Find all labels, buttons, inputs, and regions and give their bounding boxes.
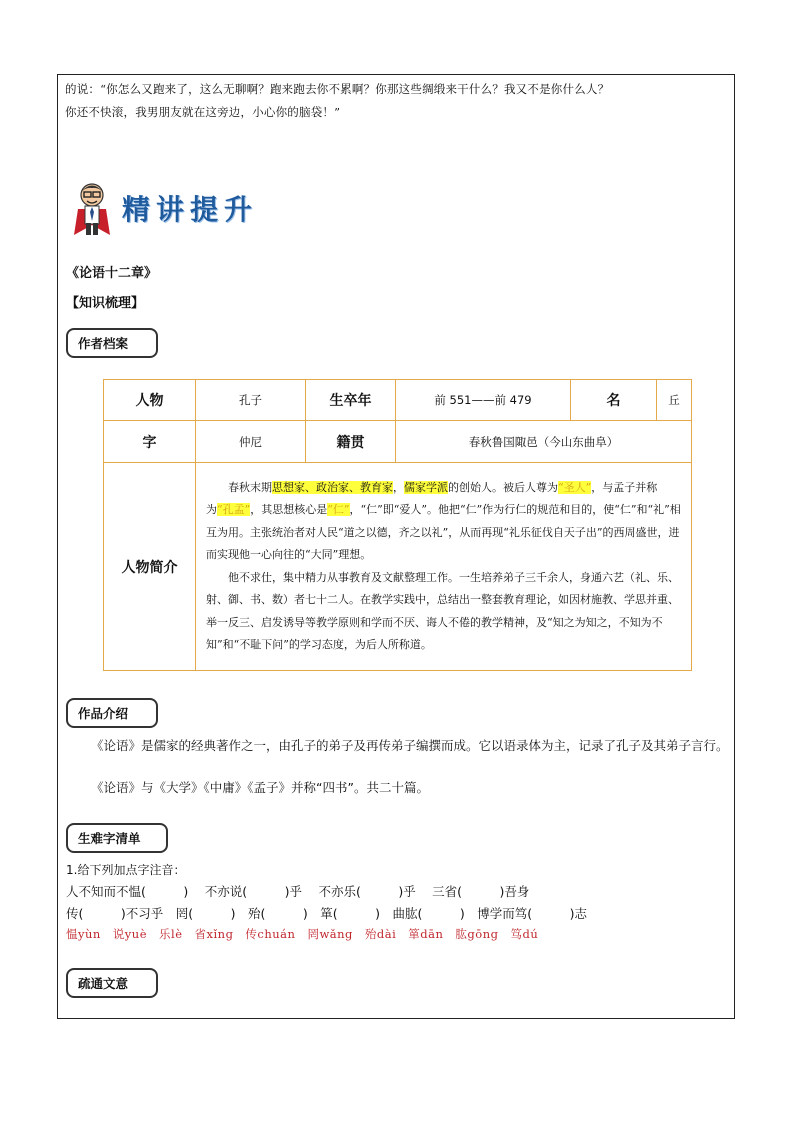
label-given-name: 名 — [571, 380, 657, 421]
label-lifespan: 生卒年 — [306, 380, 396, 421]
biography-paragraph-2: 他不求仕，集中精力从事教育及文献整理工作。一生培养弟子三千余人，身通六艺（礼、乐、射、御、书、数）者七十二人。在教学实践中，总结出一整套教育理论，如因材施教、学思并重、举一反三、启发诱导等教学原则和学而不厌、诲人不倦的教学精神，及“知之为知之，不知为不知”和“不耻下问”的学习态度，为后人所称道。 — [206, 570, 679, 651]
banner-title: 精讲提升 — [122, 193, 259, 226]
tag-author-label: 作者档案 — [78, 336, 129, 351]
tag-author-profile — [66, 328, 158, 358]
story-line-1: 的说：“你怎么又跑来了，这么无聊啊？跑来跑去你不累啊？你那这些绸缎来干什么？我又不是你什么人？ — [65, 82, 610, 96]
label-courtesy-name: 字 — [104, 421, 196, 463]
tag-text-explanation — [66, 968, 158, 998]
vocab-answers: 愠yùn 说yuè 乐lè 省xǐng 传chuán 罔wǎng 殆dài 箪dān 肱gōng 笃dú — [66, 927, 539, 941]
story-ending — [65, 78, 729, 124]
subsection-title: 【知识梳理】 — [66, 296, 145, 311]
tag-vocab-list — [66, 823, 168, 853]
work-intro-paragraph-1: 《论语》是儒家的经典著作之一，由孔子的弟子及再传弟子编撰而成。它以语录体为主，记录了孔子及其弟子言行。 — [91, 738, 729, 753]
vocab-question: 1.给下列加点字注音： — [66, 863, 186, 877]
value-hometown: 春秋鲁国陬邑（今山东曲阜） — [396, 421, 692, 463]
table-row — [104, 421, 692, 463]
label-hometown: 籍贯 — [306, 421, 396, 463]
label-biography: 人物简介 — [104, 463, 196, 671]
value-lifespan: 前 551——前 479 — [396, 380, 571, 421]
teacher-cartoon-icon — [72, 179, 112, 237]
value-given-name: 丘 — [657, 380, 692, 421]
value-courtesy-name: 仲尼 — [196, 421, 306, 463]
label-person: 人物 — [104, 380, 196, 421]
author-table — [103, 379, 692, 671]
table-row — [104, 463, 692, 671]
biography-paragraph-1: 春秋末期思想家、政治家、教育家，儒家学派的创始人。被后人尊为“圣人”，与孟子并称为“孔孟”，其思想核心是“仁”，“仁”即“爱人”。他把“仁”作为行仁的规范和目的，使“仁”和“礼”相互为用。主张统治者对人民“道之以德，齐之以礼”，从而再现“礼乐征伐自天子出”的西周盛世，进而实现他一心向往的“大同”理想。 — [206, 480, 681, 561]
value-person: 孔子 — [196, 380, 306, 421]
tag-vocab-label: 生难字清单 — [78, 831, 141, 846]
section-banner — [72, 178, 258, 238]
vocab-row-1: 人不知而不愠( ) 不亦说( )乎 不亦乐( )乎 三省( )吾身 — [66, 884, 530, 899]
section-title: 《论语十二章》 — [66, 266, 158, 281]
biography-text — [196, 463, 692, 671]
work-intro-paragraph-2: 《论语》与《大学》《中庸》《孟子》并称“四书”。共二十篇。 — [91, 780, 429, 795]
tag-work-label: 作品介绍 — [78, 706, 129, 721]
vocab-row-2: 传( )不习乎 罔( ) 殆( ) 箪( ) 曲肱( ) 博学而笃( )志 — [66, 906, 588, 921]
tag-text-label: 疏通文意 — [78, 976, 129, 991]
tag-work-intro — [66, 698, 158, 728]
story-line-2: 你还不快滚，我男朋友就在这旁边，小心你的脑袋！” — [65, 105, 341, 119]
table-row — [104, 380, 692, 421]
